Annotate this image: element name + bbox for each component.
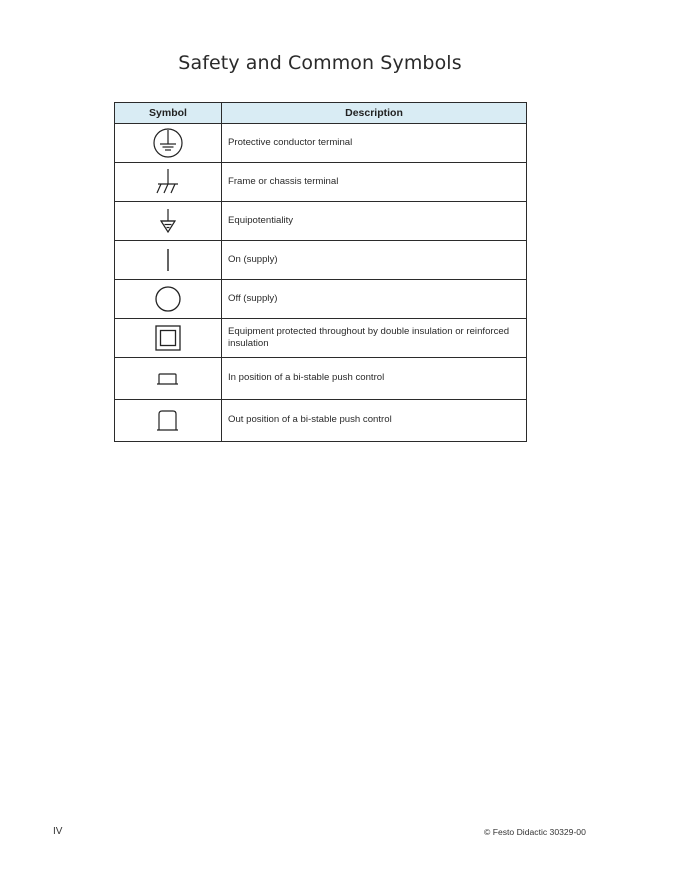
description-cell: In position of a bi-stable push control	[222, 358, 527, 400]
bistable-in-position-icon	[155, 369, 181, 389]
symbols-table	[114, 102, 527, 442]
page-number: IV	[53, 826, 63, 837]
symbol-cell	[115, 163, 222, 202]
symbol-cell	[115, 400, 222, 442]
table-row	[115, 280, 527, 319]
table-row	[115, 319, 527, 358]
off-supply-icon	[153, 284, 183, 314]
protective-conductor-terminal-icon	[152, 127, 184, 159]
symbol-cell	[115, 358, 222, 400]
page-title: Safety and Common Symbols	[178, 52, 462, 74]
table-row	[115, 202, 527, 241]
table-header-row	[115, 103, 527, 124]
symbol-cell	[115, 124, 222, 163]
description-cell: Out position of a bi-stable push control	[222, 400, 527, 442]
on-supply-icon	[163, 247, 173, 273]
description-cell: On (supply)	[222, 241, 527, 280]
description-cell: Equipotentiality	[222, 202, 527, 241]
description-cell: Frame or chassis terminal	[222, 163, 527, 202]
frame-chassis-terminal-icon	[153, 167, 183, 197]
double-insulation-icon	[153, 323, 183, 353]
description-column-header: Description	[222, 103, 527, 124]
symbol-cell	[115, 202, 222, 241]
description-cell: Off (supply)	[222, 280, 527, 319]
table-row	[115, 400, 527, 442]
bistable-out-position-icon	[155, 407, 181, 435]
description-cell: Protective conductor terminal	[222, 124, 527, 163]
equipotentiality-icon	[156, 207, 180, 235]
table-row	[115, 358, 527, 400]
symbol-cell	[115, 280, 222, 319]
table-row	[115, 124, 527, 163]
symbol-cell	[115, 319, 222, 358]
table-row	[115, 163, 527, 202]
description-cell: Equipment protected throughout by double insulation or reinforced insulation	[222, 319, 527, 358]
table-row	[115, 241, 527, 280]
symbol-cell	[115, 241, 222, 280]
symbol-column-header: Symbol	[115, 103, 222, 124]
copyright-notice: © Festo Didactic 30329-00	[484, 827, 586, 837]
